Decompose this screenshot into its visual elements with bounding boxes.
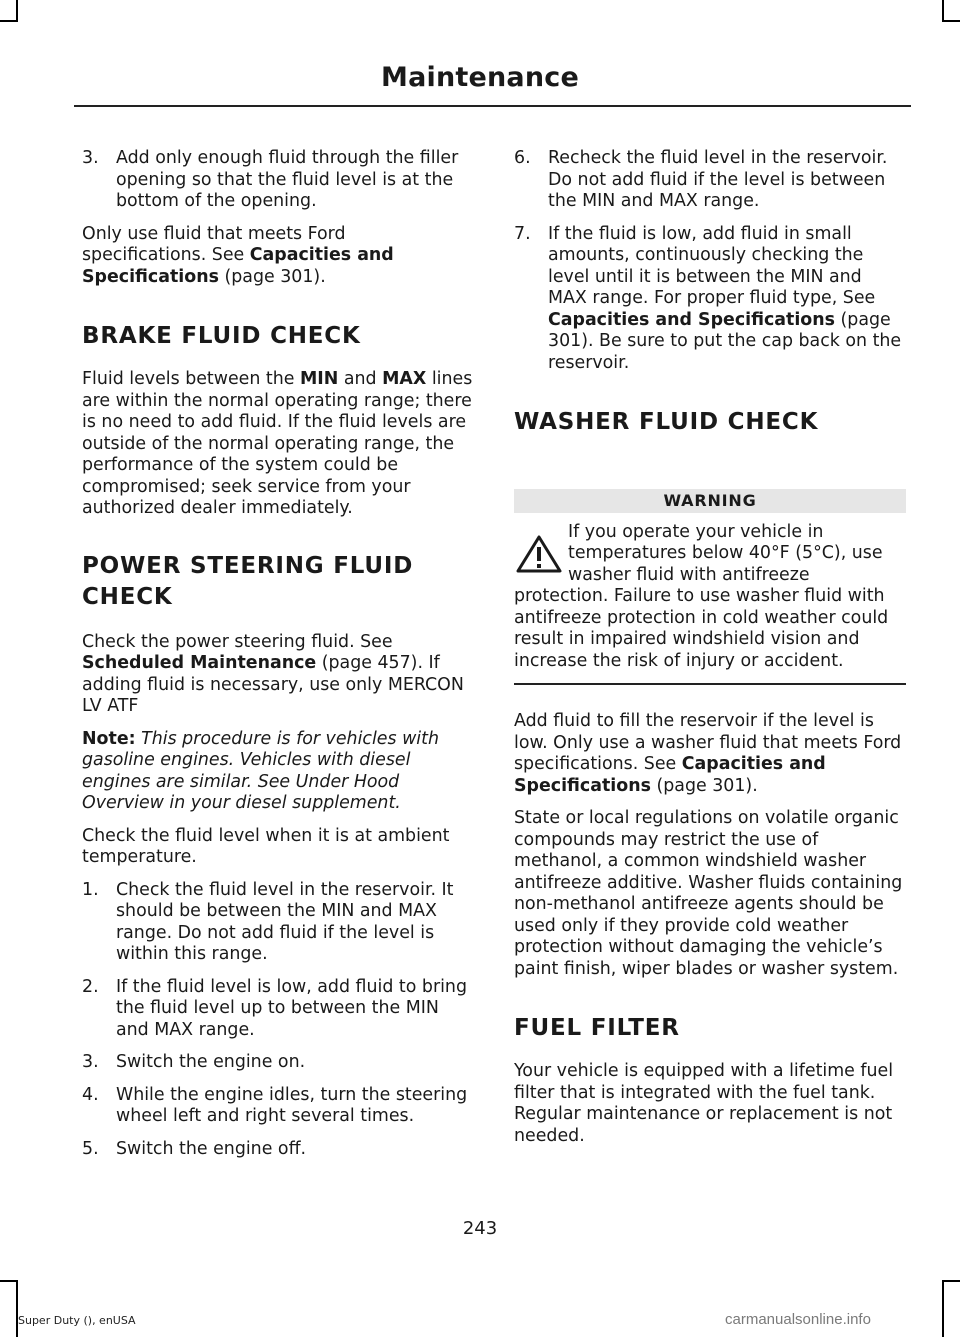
step-number: 5.	[82, 1138, 99, 1159]
paragraph	[82, 224, 474, 289]
numbered-step	[82, 1052, 474, 1074]
text: (page 301).	[218, 266, 326, 287]
text: (page 301). Be sure to put the cap back on the reservoir.	[548, 309, 902, 373]
heading-line: POWER STEERING FLUID	[82, 552, 414, 579]
left-column	[82, 148, 474, 1171]
section-heading-washer-fluid: WASHER FLUID CHECK	[514, 409, 819, 435]
footer-text: Super Duty (), enUSA	[18, 1314, 136, 1327]
step-number: 2.	[82, 976, 99, 997]
paragraph	[82, 369, 474, 520]
step-number: 1.	[82, 879, 99, 900]
step-text	[548, 224, 906, 375]
numbered-step	[514, 148, 906, 213]
step-number: 6.	[514, 148, 531, 168]
emphasis: MAX	[382, 369, 427, 389]
cross-reference-link[interactable]: Capacities and Specifications	[548, 309, 835, 330]
numbered-step	[82, 1139, 474, 1161]
warning-text: If you operate your vehicle in temperatures below 40°F (5°C), use washer fluid with antifreeze protection. Failure to use washer fluid with antifreeze protection in cold weather could result in impaired windshield vision and increase the risk of injury or accident.	[514, 521, 889, 671]
paragraph	[82, 632, 474, 718]
crop-mark	[16, 0, 18, 22]
text: If the fluid is low, add fluid in small amounts, continuously checking the level until it is between the MIN and MAX range. For proper fluid type, See	[548, 223, 876, 308]
paragraph	[514, 711, 906, 797]
text: lines are within the normal operating range; there is no need to add fluid. If the fluid levels are outside of the normal operating range, the performance of the system could be compromised; seek service from your authorized dealer immediately.	[82, 369, 473, 518]
step-number: 3.	[82, 148, 99, 168]
paragraph: Your vehicle is equipped with a lifetime fuel filter that is integrated with the fuel tank. Regular maintenance or replacement is not needed.	[514, 1061, 894, 1146]
text: (page 301).	[650, 775, 758, 796]
text: and	[338, 369, 383, 389]
crop-mark	[16, 1280, 18, 1337]
text: Add fluid to fill the reservoir if the level is low. Only use a washer fluid that meets Ford specifications. See	[514, 711, 902, 774]
cross-reference-link[interactable]: Capacities and Specifications	[82, 245, 394, 287]
numbered-step	[82, 880, 474, 966]
crop-mark	[942, 0, 944, 22]
page-title: Maintenance	[381, 62, 579, 93]
step-number: 3.	[82, 1052, 99, 1072]
cross-reference-link[interactable]: Scheduled Maintenance	[82, 653, 317, 673]
step-text: Check the fluid level in the reservoir. It should be between the MIN and MAX range. Do not add fluid if the level is within this range.	[116, 879, 454, 964]
step-text: Switch the engine off.	[116, 1138, 307, 1159]
text: Fluid levels between the	[82, 369, 300, 389]
section-heading-fuel-filter: FUEL FILTER	[514, 1015, 680, 1041]
text: Check the power steering fluid. See	[82, 631, 393, 652]
warning-triangle-icon	[514, 534, 564, 574]
step-number: 4.	[82, 1084, 99, 1105]
right-column	[514, 148, 906, 1158]
note	[82, 729, 474, 815]
step-text: Recheck the fluid level in the reservoir. Do not add fluid if the level is between the MIN and MAX range.	[548, 148, 888, 211]
crop-mark	[942, 1280, 944, 1337]
header-divider	[74, 105, 911, 107]
text: (page 457). If adding fluid is necessary, use only MERCON LV ATF	[82, 653, 464, 716]
step-text: If the fluid level is low, add fluid to bring the fluid level up to between the MIN and MAX range.	[116, 976, 467, 1040]
numbered-step	[82, 1085, 474, 1128]
paragraph: Check the fluid level when it is at ambient temperature.	[82, 825, 450, 867]
step-number: 7.	[514, 223, 531, 244]
crop-mark	[0, 20, 18, 22]
step-text: While the engine idles, turn the steering wheel left and right several times.	[116, 1084, 468, 1126]
note-label: Note:	[82, 728, 136, 749]
step-text: Switch the engine on.	[116, 1052, 306, 1072]
cross-reference-link[interactable]: Capacities and Specifications	[514, 754, 826, 796]
numbered-step	[82, 977, 474, 1042]
page-number: 243	[462, 1218, 498, 1239]
warning-label: WARNING	[514, 489, 906, 513]
heading-line: CHECK	[82, 583, 173, 610]
numbered-step	[514, 224, 906, 375]
section-heading-power-steering	[82, 551, 474, 613]
emphasis: MIN	[300, 369, 339, 389]
numbered-step	[82, 148, 474, 213]
text: Only use fluid that meets Ford specifications. See	[82, 223, 346, 265]
watermark: carmanualsonline.info	[725, 1311, 871, 1328]
note-text: This procedure is for vehicles with gasoline engines. Vehicles with diesel engines are similar. See Under Hood Overview in your diesel supplement.	[82, 728, 439, 813]
warning-box	[514, 522, 906, 673]
warning-divider	[514, 683, 906, 685]
paragraph: State or local regulations on volatile organic compounds may restrict the use of methanol, a common windshield washer antifreeze additive. Washer fluids containing non-methanol antifreeze agents should be used only if they provide cold weather protection without damaging the vehicle’s paint finish, wiper blades or washer system.	[514, 808, 903, 979]
crop-mark	[942, 20, 960, 22]
section-heading-brake-fluid: BRAKE FLUID CHECK	[82, 323, 361, 349]
crop-mark	[942, 1280, 960, 1282]
step-text: Add only enough fluid through the filler opening so that the fluid level is at the bottom of the opening.	[116, 148, 459, 211]
